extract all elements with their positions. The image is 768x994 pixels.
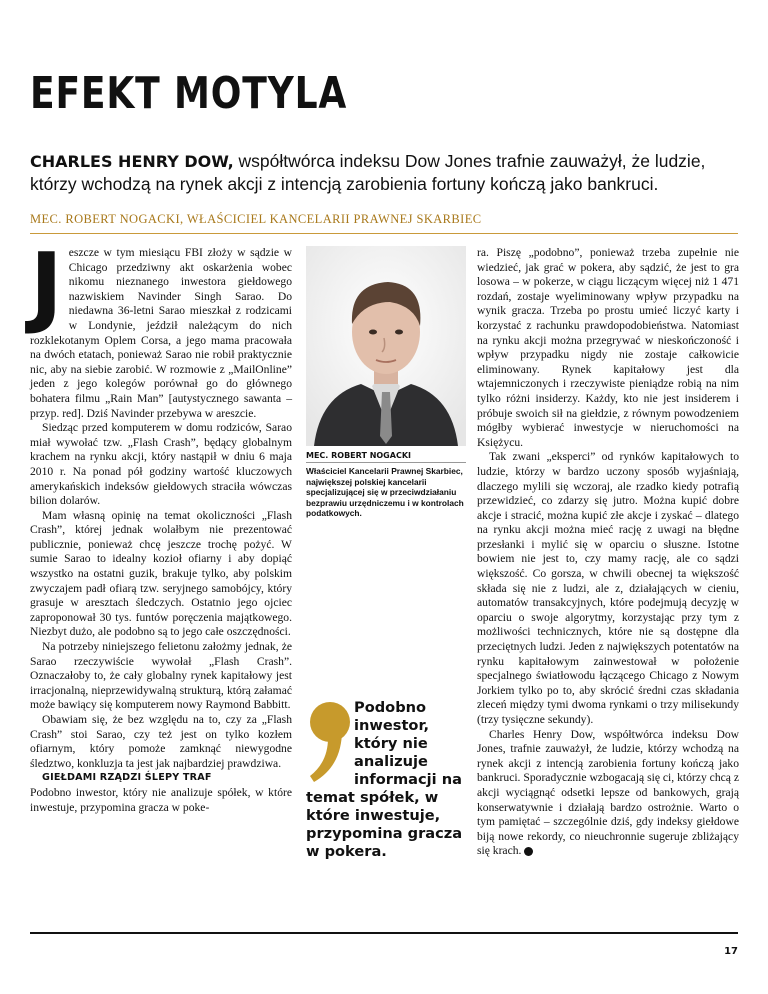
author-photo [306, 246, 466, 446]
caption-rule [306, 462, 466, 463]
paragraph [477, 728, 739, 859]
paragraph: Obawiam się, że bez względu na to, czy za „Flash Crash” stoi Sarao, czy też jest on tylko kozłem ofiarnym, który pomoże zamknąć niewygodne śledztwo, konkluzja ta jest jak najbardziej prawdziwa. [30, 713, 292, 770]
paragraph: Tak zwani „eksperci” od rynków kapitałowych to ludzie, którzy w bardzo uczony sposób wyjaśniają, dlaczego mylili się wczoraj, ale rzadko kiedy potrafią przewidzieć, co zdarzy się jutro. Można kupić dobre akcje i stracić, można kupić złe akcje i zyskać – dlatego na rynku akcji można mieć rację z uwagi na błędne przesłanki i mylić się w oparciu o słuszne. Istotne bowiem nie jest to, czy mamy rację, ale co sądzi większość. Co gorsza, w chwili obecnej ta większość składa się nie z ludzi, ale z, działających w cieniu, automatów transakcyjnych, które podejmują decyzję w oparciu o swoje algorytmy, korzystając przy tym z możliwości technicznych, które nie są dostępne dla przeciętnych ludzi. Jeden z największych potentatów na rynku kapitałowym zainwestował w położenie specjalnego światłowodu łączącego Chicago z Nowym Jorkiem tylko po to, aby skrócić średni czas składania zleceń między tymi dwoma rynkami o trzy milisekundy (trzy tysięczne sekundy). [477, 450, 739, 726]
byline-rule [30, 233, 738, 234]
paragraph: eszcze w tym miesiącu FBI złoży w sądzie w Chicago przedziwny akt oskarżenia wobec nikomu nieznanego inwestora giełdowego nazwiskiem Navinder Singh Sarao. Do niedawna 36-letni Sarao mieszkał z rodzicami w Londynie, jeździł należącym do nich rozklekotanym Oplem Corsa, a jego mama pracowała na dwóch etatach, ponieważ Sarao nie robił praktycznie nic, aby na siebie zarobić. W rozmowie z „MailOnline” jeden z jego kolegów porównał go do głównego bohatera filmu „Rain Man” [autystycznego sawanta – przyp. red]. Dziś Navinder przebywa w areszcie. [30, 246, 292, 420]
caption-text: Właściciel Kancelarii Prawnej Skarbiec, największej polskiej kancelarii specjalizującej się w przeciwdziałaniu bezprawiu urzędniczemu i w kontrolach podatkowych. [306, 466, 464, 518]
end-mark-icon [524, 847, 533, 856]
drop-cap: J [30, 234, 63, 337]
caption-name: MEC. ROBERT NOGACKI [306, 451, 411, 460]
lead-name: CHARLES HENRY DOW, [30, 152, 234, 171]
footer-rule [30, 932, 738, 934]
page-number: 17 [724, 946, 738, 957]
paragraph: Podobno inwestor, który nie analizuje spółek, w które inwestuje, przypomina gracza w poke- [30, 785, 292, 814]
article-title: EFEKT MOTYLA [30, 68, 348, 119]
paragraph: Mam własną opinię na temat okoliczności „Flash Crash”, której jednak wolałbym nie prezentować publicznie, ponieważ chcę jeszcze trochę pożyć. W sumie Sarao to idealny kozioł ofiarny i aby dopiąć wszystko na ostatni guzik, brakuje tylko, aby polskim zwyczajem padł ofiarą tzw. seryjnego samobójcy, który grasuje w aresztach śledczych. Ostatnio jego ojciec zaproponował 30 tys. funtów poręczenia majątkowego. Niezbyt dużo, ale podobno są to jego całe oszczędności. [30, 508, 292, 639]
pull-quote [306, 699, 476, 861]
paragraph: Siedząc przed komputerem w domu rodziców, Sarao miał wywołać tzw. „Flash Crash”, będący globalnym krachem na rynku akcji, który nastąpił w dniu 6 maja 2010 r. Na ponad pół godziny wartość kluczowych amerykańskich indeksów giełdowych straciła wówczas bilion dolarów. [30, 421, 292, 508]
article-lead [30, 150, 730, 196]
paragraph: ra. Piszę „podobno”, ponieważ trzeba zupełnie nie wiedzieć, jak grać w pokera, aby sądzić, że jest to gra losowa – w pokerze, w ciągu liczącym więcej niż 1 471 rozdań, zostaje wyeliminowany wpływ przypadku na wynik gracza. Trzeba po prostu umieć liczyć karty i korzystać z rachunku prawdopodobieństwa. Natomiast na rynku akcji można przegrywać w nieskończoność i wpływ przypadku nigdy nie zostaje całkowicie eliminowany. Rynek kapitałowy jest dla wtajemniczonych i rzeczywiste pieniądze robią na nim tylko różni insiderzy. Każdy, kto nie jest insiderem i próbuje swoich sił na giełdzie, z równym powodzeniem mógłby wybierać inwestycje w nieruchomości na Księżycu. [477, 246, 739, 449]
paragraph-text: Charles Henry Dow, współtwórca indeksu Dow Jones, trafnie zauważył, że ludzie, którzy wchodzą na rynek akcji z intencją zarobienia fortuny kończą jako bankruci. Sporadycznie wzbogacają się ci, którzy chcą z akcji wyciągnąć odsetki lepsze od bankowych, grają konserwatywnie i działają bardzo ostrożnie. Warto o tym pamiętać – szczególnie dziś, gdy indeksy giełdowe biją nowe rekordy, co nieuchronnie sugeruje zbliżający się krach. [477, 727, 739, 858]
section-subhead: GIEŁDAMI RZĄDZI ŚLEPY TRAF [42, 772, 212, 784]
author-byline: MEC. ROBERT NOGACKI, WŁAŚCICIEL KANCELARII PRAWNEJ SKARBIEC [30, 212, 482, 226]
column-left [30, 234, 292, 815]
pull-quote-text: Podobno inwestor, który nie analizuje informacji na temat spółek, w które inwestuje, przypomina gracza w pokera. [306, 699, 463, 860]
paragraph: Na potrzeby niniejszego felietonu założmy jednak, że Sarao rzeczywiście wywołał „Flash Crash”. Oznaczałoby to, że cały globalny rynek kapitałowy jest irracjonalną, nieprzewidywalną strukturą, którą załamać może bawiący się komputerem nowy Raymond Babbitt. [30, 640, 292, 712]
column-right [477, 246, 739, 859]
lead-text: współtwórca indeksu Dow Jones trafnie zauważył, że ludzie, którzy wchodzą na rynek akcji z intencją zarobienia fortuny kończą jako bankruci. [30, 151, 706, 194]
